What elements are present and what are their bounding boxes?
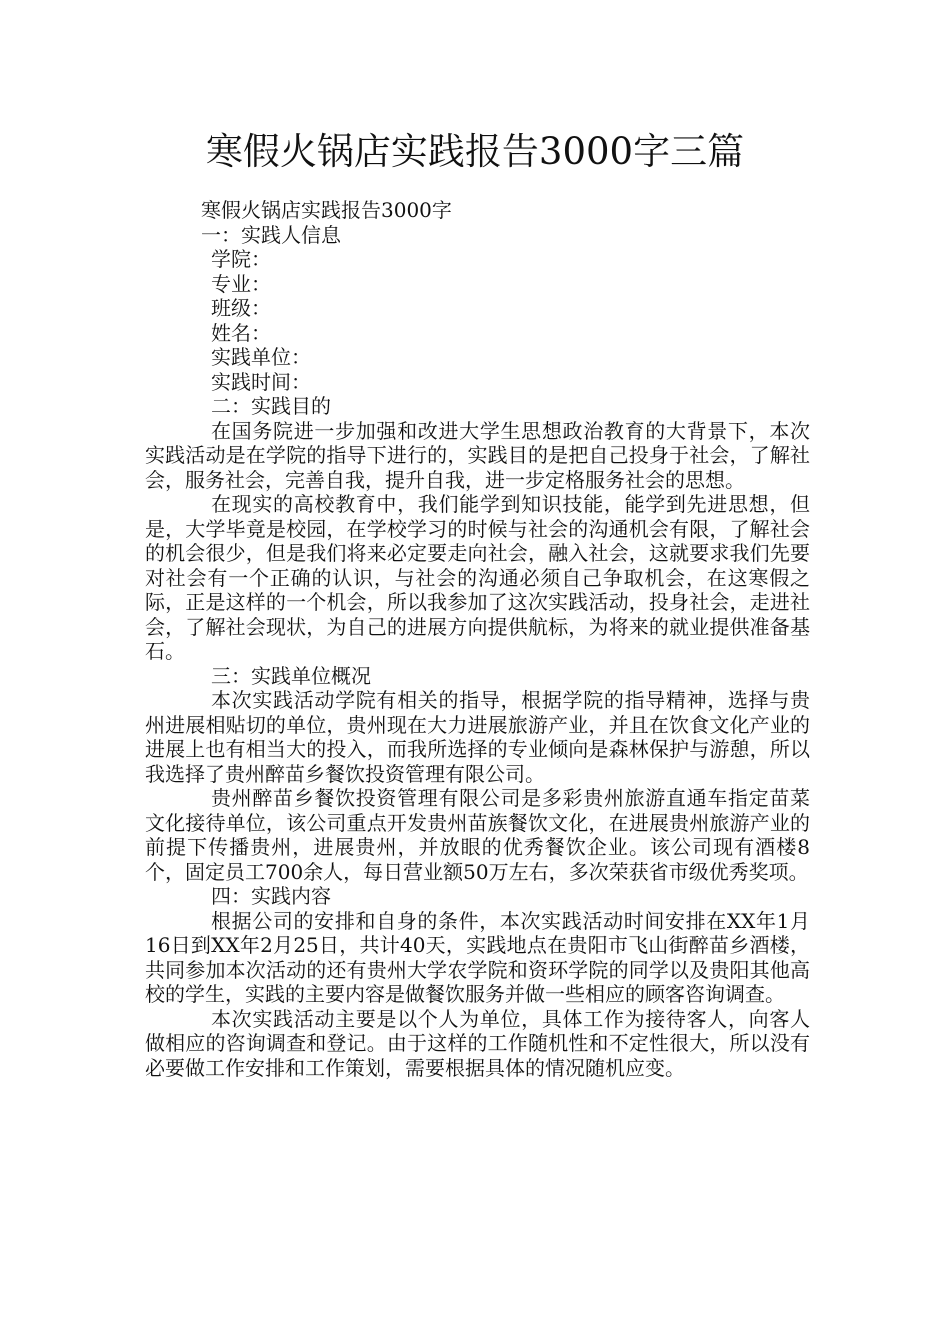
paragraph: 本次实践活动学院有相关的指导，根据学院的指导精神，选择与贵州进展相贴切的单位，贵州现在大力进展旅游产业，并且在饮食文化产业的进展上也有相当大的投入，而我所选择的专业倾向是森林保护与游憩，所以我选择了贵州醉苗乡餐饮投资管理有限公司。 — [145, 688, 810, 786]
paragraph: 根据公司的安排和自身的条件，本次实践活动时间安排在XX年1月16日到XX年2月25日，共计40天，实践地点在贵阳市飞山街醉苗乡酒楼，共同参加本次活动的还有贵州大学农学院和资环学院的同学以及贵阳其他高校的学生，实践的主要内容是做餐饮服务并做一些相应的顾客咨询调查。 — [145, 908, 810, 1006]
info-field-class: 班级： — [211, 296, 271, 320]
section-heading-4: 四：实践内容 — [211, 884, 331, 908]
document-body — [145, 198, 810, 1080]
info-field-college: 学院： — [211, 247, 271, 271]
paragraph: 贵州醉苗乡餐饮投资管理有限公司是多彩贵州旅游直通车指定苗菜文化接待单位，该公司重点开发贵州苗族餐饮文化，在进展贵州旅游产业的前提下传播贵州，进展贵州，并放眼的优秀餐饮企业。该公司现有酒楼8个，固定员工700余人，每日营业额50万左右，多次荣获省市级优秀奖项。 — [145, 786, 810, 884]
report-subtitle: 寒假火锅店实践报告3000字 — [201, 198, 452, 222]
section-heading-2: 二：实践目的 — [211, 394, 331, 418]
paragraph: 本次实践活动主要是以个人为单位，具体工作为接待客人，向客人做相应的咨询调查和登记。由于这样的工作随机性和不定性很大，所以没有必要做工作安排和工作策划，需要根据具体的情况随机应变。 — [145, 1006, 810, 1080]
info-field-major: 专业： — [211, 271, 271, 296]
section-heading-3: 三：实践单位概况 — [211, 663, 371, 688]
info-field-unit: 实践单位： — [211, 345, 311, 369]
document-title: 寒假火锅店实践报告3000字三篇 — [205, 130, 745, 173]
paragraph: 在现实的高校教育中，我们能学到知识技能，能学到先进思想，但是，大学毕竟是校园，在学校学习的时候与社会的沟通机会有限，了解社会的机会很少，但是我们将来必定要走向社会，融入社会，这就要求我们先要对社会有一个正确的认识，与社会的沟通必须自己争取机会，在这寒假之际，正是这样的一个机会，所以我参加了这次实践活动，投身社会，走进社会，了解社会现状，为自己的进展方向提供航标，为将来的就业提供准备基石。 — [145, 492, 810, 663]
paragraph: 在国务院进一步加强和改进大学生思想政治教育的大背景下，本次实践活动是在学院的指导下进行的，实践目的是把自己投身于社会，了解社会，服务社会，完善自我，提升自我，进一步定格服务社会的思想。 — [145, 418, 810, 492]
info-field-time: 实践时间： — [211, 369, 311, 394]
section-heading-1: 一：实践人信息 — [201, 222, 341, 247]
info-field-name: 姓名： — [211, 320, 271, 345]
